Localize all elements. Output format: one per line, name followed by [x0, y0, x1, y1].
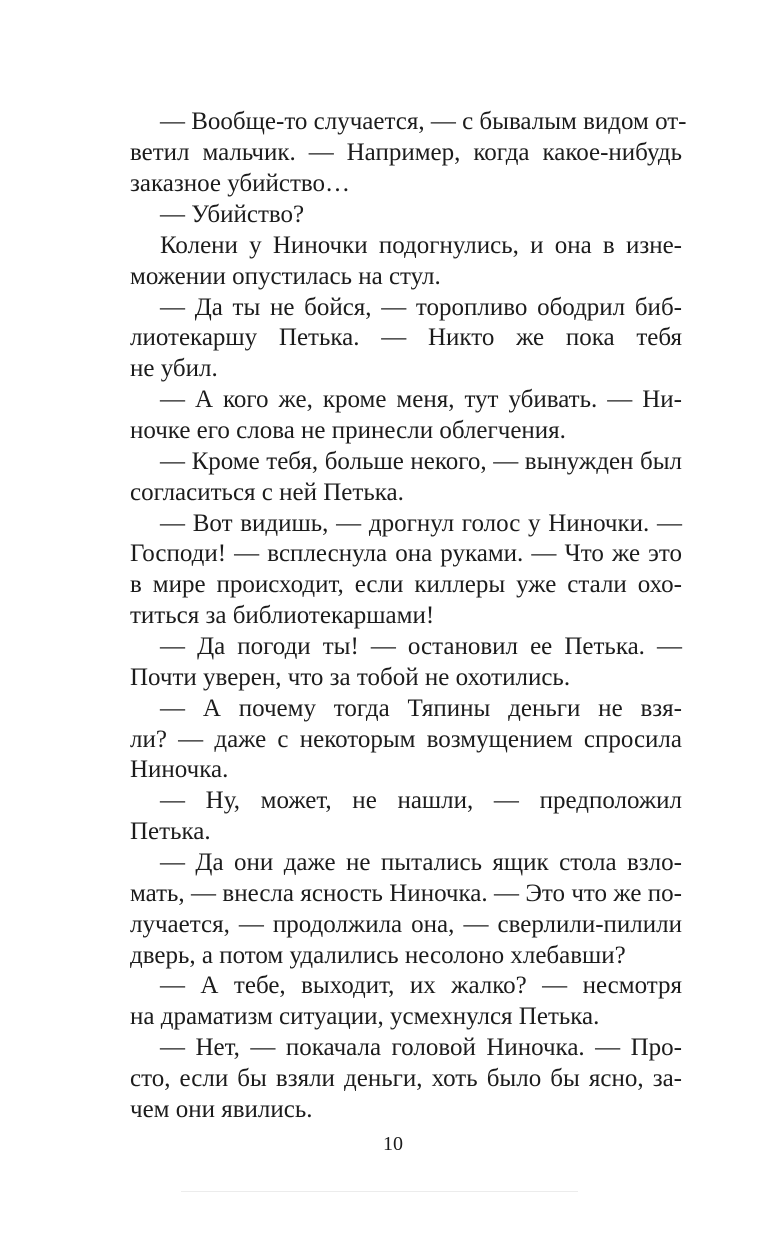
footer-divider: [181, 1191, 578, 1192]
text-line: — Нет, — покачала головой Ниночка. — Про-: [160, 1034, 682, 1061]
text-line: заказное убийство…: [130, 170, 351, 197]
text-line: согласиться с ней Петька.: [130, 479, 404, 506]
text-line: — Вообще-то случается, — с бывалым видом от-: [160, 108, 687, 135]
text-line: сто, если бы взяли деньги, хоть было бы ясно, за-: [130, 1065, 682, 1092]
text-line: — Кроме тебя, больше некого, — вынужден был: [160, 448, 682, 475]
text-line: титься за библиотекаршами!: [130, 602, 435, 629]
text-line: в мире происходит, если киллеры уже стали охо-: [130, 571, 682, 598]
text-line: — Вот видишь, — дрогнул голос у Ниночки. —: [160, 510, 682, 537]
text-line: дверь, а потом удалились несолоно хлебавши?: [130, 942, 626, 969]
text-line: — Ну, может, не нашли, — предположил: [160, 787, 682, 814]
text-line: можении опустилась на стул.: [130, 263, 441, 290]
text-line: ли? — даже с некоторым возмущением спросила: [130, 726, 682, 753]
text-line: — Убийство?: [160, 201, 305, 228]
text-line: — Да погоди ты! — остановил ее Петька. —: [160, 633, 682, 660]
text-line: — Да они даже не пытались ящик стола взло-: [160, 849, 682, 876]
text-line: Колени у Ниночки подогнулись, и она в изне-: [160, 232, 682, 259]
text-line: — А кого же, кроме меня, тут убивать. — Ни-: [160, 386, 682, 413]
text-line: — Да ты не бойся, — торопливо ободрил биб-: [160, 294, 682, 321]
text-line: — А почему тогда Тяпины деньги не взя-: [160, 695, 682, 722]
text-line: мать, — внесла ясность Ниночка. — Это что же по-: [130, 880, 682, 907]
text-line: на драматизм ситуации, усмехнулся Петька.: [130, 1003, 600, 1030]
page-number: 10: [383, 1133, 403, 1155]
text-line: Господи! — всплеснула она руками. — Что же это: [130, 540, 682, 567]
text-line: лиотекаршу Петька. — Никто же пока тебя: [130, 324, 682, 351]
text-line: чем они явились.: [130, 1096, 313, 1123]
text-line: Петька.: [130, 818, 211, 845]
text-line: ветил мальчик. — Например, когда какое-нибудь: [130, 139, 682, 166]
text-line: Ниночка.: [130, 756, 229, 783]
text-line: не убил.: [130, 355, 218, 382]
text-line: ночке его слова не принесли облегчения.: [130, 417, 566, 444]
text-line: лучается, — продолжила она, — сверлили-пилили: [130, 911, 682, 938]
text-line: — А тебе, выходит, их жалко? — несмотря: [160, 972, 682, 999]
text-line: Почти уверен, что за тобой не охотились.: [130, 664, 571, 691]
